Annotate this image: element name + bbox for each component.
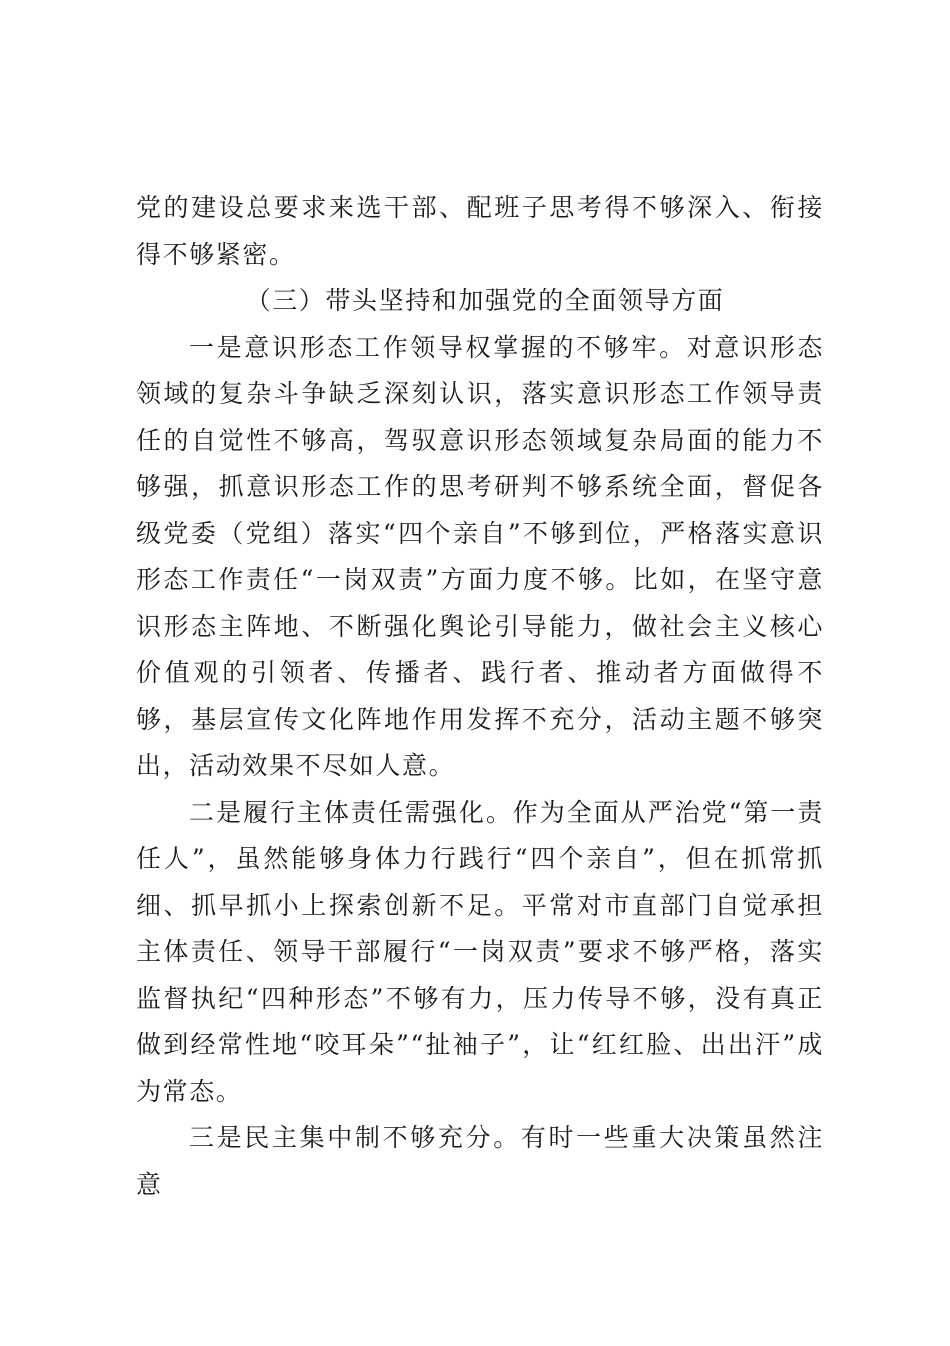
paragraph-main-responsibility: 二是履行主体责任需强化。作为全面从严治党“第一责任人”，虽然能够身体力行践行“四个亲自”，但在抓常抓细、抓早抓小上探索创新不足。平常对市直部门自觉承担主体责任、领导干部履行“一岗双责”要求不够严格，落实监督执纪“四种形态”不够有力，压力传导不够，没有真正做到经常性地“咬耳朵”“扯袖子”，让“红红脸、出出汗”成为常态。 (136, 797, 824, 1106)
section-heading: （三）带头坚持和加强党的全面领导方面 (245, 286, 725, 315)
paragraph-ideology-leadership: 一是意识形态工作领导权掌握的不够牢。对意识形态领域的复杂斗争缺乏深刻认识，落实意识形态工作领导责任的自觉性不够高，驾驭意识形态领域复杂局面的能力不够强，抓意识形态工作的思考研判不够系统全面，督促各级党委（党组）落实“四个亲自”不够到位，严格落实意识形态工作责任“一岗双责”方面力度不够。比如，在坚守意识形态主阵地、不断强化舆论引导能力，做社会主义核心价值观的引领者、传播者、践行者、推动者方面做得不够，基层宣传文化阵地作用发挥不充分，活动主题不够突出，活动效果不尽如人意。 (136, 332, 824, 780)
document-body (136, 185, 824, 1208)
continuation-paragraph: 党的建设总要求来选干部、配班子思考得不够深入、衔接得不够紧密。 (136, 193, 824, 269)
paragraph-democratic-centralism: 三是民主集中制不够充分。有时一些重大决策虽然注意 (136, 1123, 824, 1199)
